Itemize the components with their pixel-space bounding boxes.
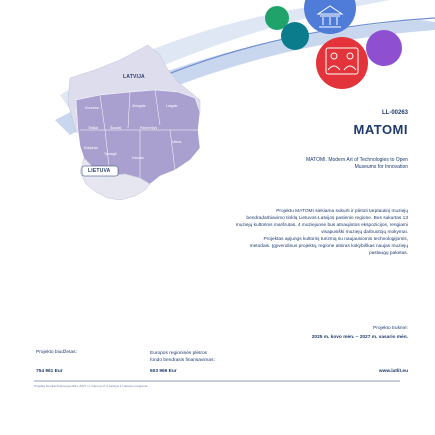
project-title: MATOMI — [353, 122, 408, 137]
description-line: Projektu MATOMI siekiama sukurti ir plėtoti tarptautinį muziejų — [276, 209, 408, 214]
project-description — [126, 208, 408, 257]
erdf-label-line2: fondo bendrasis finansavimas: — [150, 358, 215, 363]
project-full-title — [208, 157, 408, 171]
region-label-taurage: Tauragė — [104, 152, 117, 156]
budget-label: Projekto biudžetas: — [36, 350, 77, 355]
region-label-klaipeda: Klaipėda — [84, 146, 98, 150]
budget-value: 754 961 Eur — [36, 369, 63, 374]
description-line: bendradarbiavimo tinklą Lietuvos-Latvijos pasienio regione. Bus sukurtas 13 — [246, 216, 408, 221]
decor-circle-purple — [366, 30, 402, 66]
project-full-title-line1: MATOMI. Modern Art of Technologies to Open — [306, 157, 408, 163]
project-full-title-line2: Museums for Innovation — [354, 164, 408, 170]
description-line: Projektas apjungs kultūrinį turizmą su naujausiomis technologijomis, — [263, 237, 408, 242]
decor-circle-teal — [281, 22, 309, 50]
project-code: LL-00263 — [381, 110, 408, 116]
latvia-label: LATVIJA — [123, 74, 145, 80]
erdf-label-line1: Europos regioninės plėtros — [150, 351, 208, 356]
erdf-value: 603 969 Eur — [150, 369, 177, 374]
erdf-label — [150, 350, 215, 364]
website-link[interactable]: www.latlit.eu — [378, 369, 408, 374]
region-label-siauliai: Šiauliai — [110, 126, 122, 130]
region-label-panevezys: Panevėžys — [140, 126, 158, 130]
duration-value: 2025 m. kovo mėn. – 2027 m. vasario mėn. — [311, 335, 408, 340]
decor-circle-red — [316, 37, 368, 89]
lithuania-label: LIETUVA — [88, 168, 111, 174]
footer-note: Projektą bendrai finansuoja 2021–2027 m. Interreg VI-A Latvijos ir Lietuvos programa — [34, 384, 148, 388]
region-label-kurzeme: Kurzeme — [85, 106, 100, 110]
region-label-latgale: Latgale — [166, 104, 178, 108]
description-line: visapusiški muziejų darbuotojų mokymai. — [321, 230, 408, 235]
region-label-zemgale: Zemgale — [132, 104, 146, 108]
region-label-telsiai: Telšiai — [88, 126, 98, 130]
region-label-utena: Utena — [172, 140, 182, 144]
region-label-kaunas: Kaunas — [132, 156, 144, 160]
description-line: metodais. Įgyvendinus projektą, regione atsiras kokybiškas naujas muziejų — [249, 244, 408, 249]
description-line: paslaugų paketas. — [369, 251, 408, 256]
description-line: muziejų kultūrinis maršrutas, 4 muziejuose bus atnaujintos ekspozicijos, rengiami — [235, 223, 408, 228]
duration-label: Projekto trukmė: — [373, 326, 408, 331]
